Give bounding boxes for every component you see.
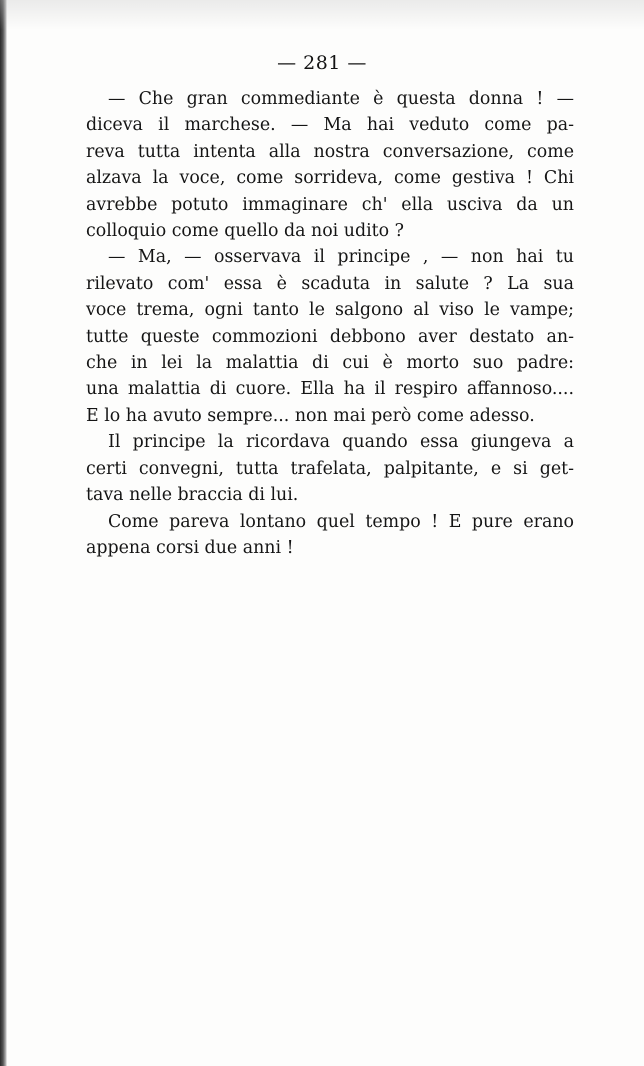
text-line: certi convegni, tutta trafelata, palpitante, e si get-: [86, 458, 574, 479]
text-line: Come pareva lontano quel tempo ! E pure erano: [108, 511, 574, 532]
text-line: che in lei la malattia di cui è morto suo padre:: [86, 353, 574, 374]
page-number: — 281 —: [277, 52, 367, 74]
text-line: una malattia di cuore. Ella ha il respiro affannoso....: [86, 379, 574, 400]
text-line: rilevato com' essa è scaduta in salute ? La sua: [86, 273, 574, 294]
text-line: tutte queste commozioni debbono aver destato an-: [86, 326, 574, 347]
text-line: — Ma, — osservava il principe , — non hai tu: [108, 247, 574, 268]
body-text: [86, 86, 574, 561]
text-line: — Che gran commediante è questa donna ! —: [108, 89, 574, 109]
page-top-shadow: [0, 0, 644, 30]
paragraph-1: [86, 86, 574, 244]
page-spine-edge: [0, 0, 7, 1066]
text-line: alzava la voce, come sorrideva, come gestiva ! Chi: [86, 168, 574, 189]
paragraph-4: [86, 509, 574, 562]
text-line: Il principe la ricordava quando essa giungeva a: [108, 432, 574, 453]
paragraph-3: [86, 429, 574, 508]
text-line: diceva il marchese. — Ma hai veduto come pa-: [86, 115, 574, 136]
text-line: appena corsi due anni !: [86, 537, 294, 558]
text-line: E lo ha avuto sempre... non mai però come adesso.: [86, 405, 535, 426]
text-line: reva tutta intenta alla nostra conversazione, come: [86, 141, 574, 162]
paragraph-2: [86, 244, 574, 429]
text-line: voce trema, ogni tanto le salgono al viso le vampe;: [86, 300, 574, 321]
text-line: avrebbe potuto immaginare ch' ella usciva da un: [86, 194, 574, 215]
text-line: tava nelle braccia di lui.: [86, 485, 299, 506]
text-line: colloquio come quello da noi udito ?: [86, 221, 404, 242]
